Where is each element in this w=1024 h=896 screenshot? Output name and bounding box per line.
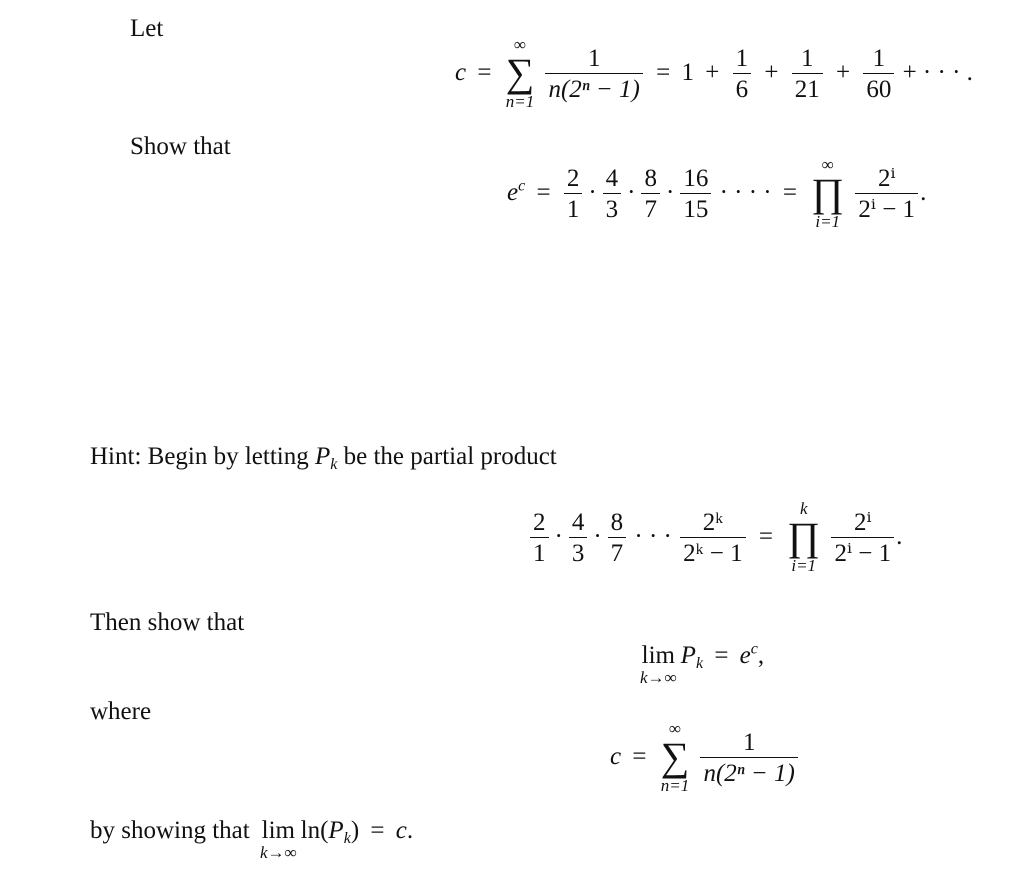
eq2-term [855,166,918,222]
eq3-gen-num: 2ᵏ [702,509,724,537]
eq6-lim-under: k→∞ [259,843,297,862]
eq1-term-num: 1 [587,45,601,73]
eq1-frac-6: $\frac{1}{6}$ [733,46,752,102]
eq2-lhs-base: e [507,178,519,206]
eq1-sum: ∞ ∑ n=1 [505,35,535,111]
eq1-sum-upper: ∞ [513,35,527,54]
eq3-prod-upper: k [799,499,808,518]
eq2-lhs-exp: c [518,177,526,195]
eq1-tail: + · · · . [902,58,973,86]
label-where: where [90,698,152,725]
eq1-sum-lower: n=1 [505,91,535,111]
eq4-var: P [680,642,696,669]
eq1-den-6: 6 [733,73,752,102]
eq4-lim-word: lim [641,642,675,669]
eq5-sum: ∞ ∑ n=1 [660,719,690,795]
eq1-den-21: 21 [792,73,823,102]
eq3-term-den: 2ⁱ − 1 [831,537,894,566]
eq6-ln: ln [300,817,321,844]
eq6-rhs: c [395,817,407,844]
eq3-frac-2: $\frac{4}{3}$ [569,510,588,566]
eq1-one: 1 [681,58,694,86]
eq5-lhs: c [610,742,622,770]
eq2-prod-lower: i=1 [815,211,841,231]
eq4-sub: k [695,654,704,672]
hint-text: Hint: Begin by letting [90,443,309,470]
eq6-arg-sub: k [343,829,351,847]
label-by-showing-that: by showing that [90,817,250,844]
eq5-sum-upper: ∞ [668,719,682,738]
eq2-frac-3: $\frac{8}{7}$ [641,166,660,222]
equation-partial-product: $\frac{2}{1}$ · $\frac{4}{3}$ · $\frac{8}{7}$ · · · $\frac{\text{2ᵏ}}{\text{2ᵏ − 1}}$ = k ∏ i=1 $\frac{\text{2ⁱ}}{\text{2ⁱ − 1}}$ . [528,500,902,576]
eq5-term-num: 1 [742,729,756,757]
hint-rest: be the partial product [343,443,557,470]
eq2-term-den: 2ⁱ − 1 [855,193,918,222]
eq2-product: ∞ ∏ i=1 [811,155,845,231]
eq3-product: k ∏ i=1 [787,499,821,575]
equation-c-definition: c = ∞ ∑ n=1 $\frac{1}{\text{n(2ⁿ − 1)}}$ = 1 + $\frac{1}{6}$ + $\frac{1}{21}$ + $\frac{1}{60}$ + · · · . [455,35,973,111]
equation-ec-product: $e^c$ = $\frac{2}{1}$ · $\frac{4}{3}$ · $\frac{8}{7}$ · $\frac{16}{15}$ · · · · = ∞ ∏ i=1 $\frac{\text{2ⁱ}}{\text{2ⁱ − 1}}$ . [507,155,927,231]
final-line: by showing that lim k→∞ $\ln(P_k) = c$. [90,817,414,862]
eq3-gen-den: 2ᵏ − 1 [680,537,746,566]
eq6-arg-var: P [328,817,344,844]
eq3-term [831,510,894,566]
eq6-lim [260,818,297,863]
eq3-frac-3: $\frac{8}{7}$ [608,510,627,566]
eq4-rhs-base: e [739,642,751,669]
eq2-frac-4: $\frac{16}{15}$ [680,166,711,222]
eq1-lhs: c [455,58,467,86]
eq1-frac-60: $\frac{1}{60}$ [863,46,894,102]
label-show-that: Show that [130,133,231,160]
eq4-lim [640,643,677,688]
equation-c-sum: c = ∞ ∑ n=1 $\frac{1}{\text{n(2ⁿ − 1)}}$ [610,720,800,796]
eq5-term [700,730,797,786]
eq3-dots: · · · [634,522,672,550]
eq3-general-term [680,510,746,566]
eq1-term [545,46,642,102]
hint-sub: k [330,455,338,473]
eq3-frac-1: $\frac{2}{1}$ [530,510,549,566]
eq2-term-num: 2ⁱ [877,165,896,193]
eq5-term-den: n(2ⁿ − 1) [700,757,797,786]
eq1-term-den: n(2ⁿ − 1) [545,73,642,102]
eq1-frac-21: $\frac{1}{21}$ [792,46,823,102]
eq2-frac-1: $\frac{2}{1}$ [564,166,583,222]
eq2-dots: · · · · [719,178,772,206]
label-let: Let [130,15,164,42]
eq6-lim-word: lim [261,817,295,844]
equation-limit: lim k→∞ $P_k = e^c$, [640,640,765,687]
hint-line [90,443,557,473]
eq4-lim-under: k→∞ [640,668,677,687]
label-then-show-that: Then show that [90,609,245,636]
eq5-sum-lower: n=1 [660,775,690,795]
eq2-frac-2: $\frac{4}{3}$ [603,166,622,222]
hint-var: P [315,443,331,470]
eq3-term-num: 2ⁱ [853,509,872,537]
eq3-prod-lower: i=1 [791,555,817,575]
eq4-rhs-exp: c [750,640,758,658]
eq2-prod-upper: ∞ [821,155,834,174]
eq1-den-60: 60 [863,73,894,102]
